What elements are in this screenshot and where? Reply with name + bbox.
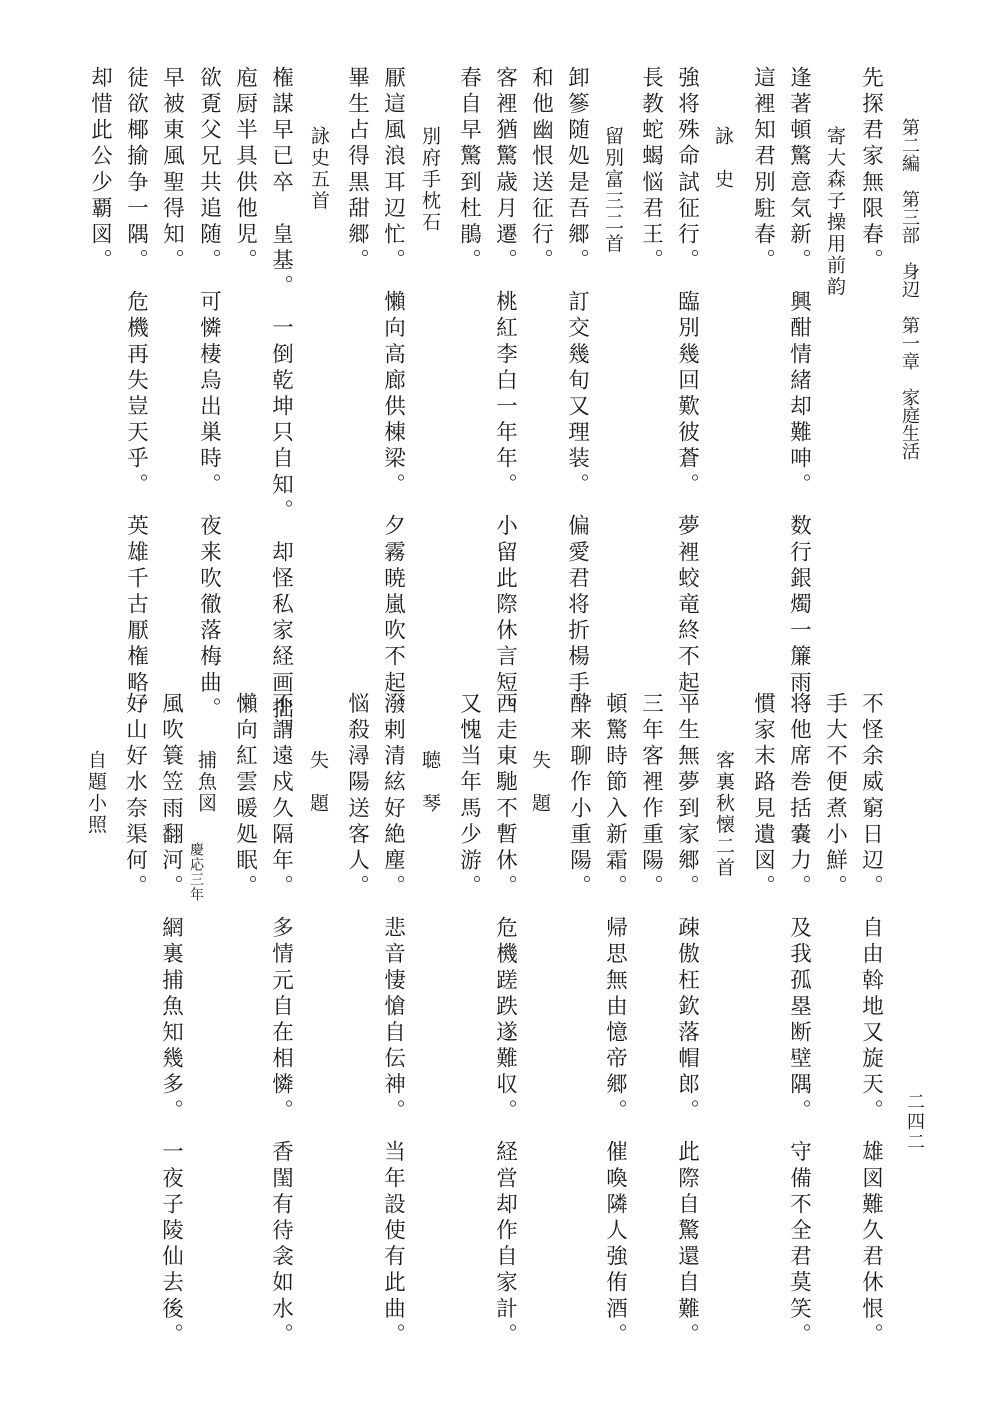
verse-line: 三年客裡作重陽。: [638, 692, 664, 901]
verse-line: 長教蛇蝎悩君王。: [638, 66, 664, 275]
verse-line: 客裡猶驚歳月遷。 桃紅李白一年年。 小留此際休言短。: [492, 66, 518, 724]
verse-line: 和他幽恨送征行。: [528, 66, 554, 275]
poem-title: 留別富三二首: [602, 126, 624, 255]
poem-title: 別府手枕石: [419, 126, 441, 234]
poem-title: 寄大森子操用前韵: [824, 126, 846, 298]
verse-line: 懶向紅雲暖処眠。: [232, 692, 258, 901]
verse-line: 悩殺潯陽送客人。: [344, 692, 370, 901]
poem-title: 失 題: [307, 750, 329, 815]
verse-line: 権謀早已卒 皇基。 一倒乾坤只自知。 却怪私家経画拙。: [268, 66, 294, 750]
verse-line: 又愧当年馬少游。: [456, 692, 482, 901]
running-header: 第二編 第三部 身辺 第一章 家庭生活: [899, 118, 920, 460]
verse-line: 這裡知君別駐春。: [750, 66, 776, 275]
verse-line: 先探君家無限春。: [858, 66, 884, 275]
verse-line: 手大不便煮小鮮。: [822, 692, 848, 901]
poem-title: 詠 史: [712, 126, 734, 191]
verse-line: 頓驚時節入新霜。 帰思無由憶帝郷。 催喚隣人強侑酒。: [602, 692, 628, 1350]
poem-title: 捕魚図: [195, 750, 217, 815]
verse-line: 逢著頓驚意気新。 興酣情緒却難呻。 数行銀燭一簾雨。: [786, 66, 812, 724]
verse-line: 潑剌清絃好絶塵。 悲音悽愴自伝神。 当年設使有此曲。: [380, 692, 406, 1350]
page-number: 二四二: [904, 1092, 925, 1152]
verse-line: 不怪余威窮日辺。 自由斡地又旋天。 雄図難久君休恨。: [858, 692, 884, 1350]
poem-title: 客裏秋懐二首: [713, 750, 735, 879]
verse-line: 厭這風浪耳辺忙。 懶向高廊供棟梁。 夕霧暁嵐吹不起。: [380, 66, 406, 724]
verse-line: 将他席巻括嚢力。 及我孤塁断壁隅。 守備不全君莫笑。: [786, 692, 812, 1350]
verse-line: 畢生占得黒甜郷。: [344, 66, 370, 275]
verse-line: 庖厨半具供他児。: [232, 66, 258, 275]
verse-line: 春自早驚到杜鵑。: [456, 66, 482, 275]
verse-line: 早被東風聖得知。: [159, 66, 185, 275]
poem-title: 詠史五首: [308, 126, 330, 212]
verse-line: 慣家末路見遺図。: [750, 692, 776, 901]
verse-line: 欲覔父兄共追随。 可憐棲烏出巣時。 夜来吹徹落梅曲。: [196, 66, 222, 724]
verse-line: 風吹簑笠雨翻河。 網裏捕魚知幾多。 一夜子陵仙去後。: [158, 692, 184, 1350]
verse-line: 却惜此公少覇図。: [87, 66, 113, 275]
poem-date-note: 慶応三年: [188, 842, 204, 902]
verse-line: 不謂遠戍久隔年。 多情元自在相憐。 香閨有待衾如水。: [268, 692, 294, 1350]
poem-title: 失 題: [529, 750, 551, 815]
verse-line: 強将殊命試征行。 臨別幾回歎彼蒼。 夢裡蛟竜終不起。: [674, 66, 700, 724]
verse-line: 酔来聊作小重陽。: [566, 692, 592, 901]
poem-title: 自題小照: [85, 750, 107, 836]
verse-line: 好山好水奈渠何。: [122, 692, 148, 901]
verse-line: 西走東馳不暫休。 危機蹉跌遂難収。 経営却作自家計。: [492, 692, 518, 1350]
poem-title: 聴 琴: [419, 750, 441, 815]
verse-line: 平生無夢到家郷。 疎傲枉欽落帽郎。 此際自驚還自難。: [674, 692, 700, 1350]
verse-line: 徒欲椰揄争一隅。 危機再失豈天乎。 英雄千古厭権略。: [123, 66, 149, 724]
verse-line: 卸篸随処是吾郷。 訂交幾旬又理装。 偏愛君将折楊手。: [564, 66, 590, 724]
